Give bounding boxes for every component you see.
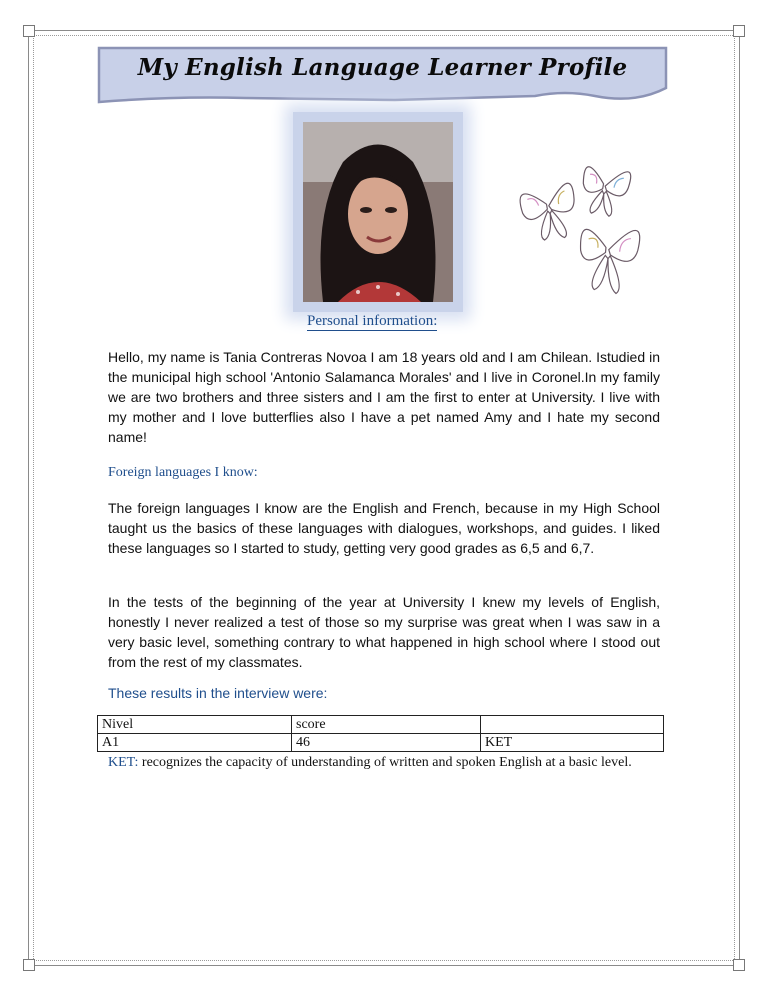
table-header-cell bbox=[481, 716, 664, 734]
table-row bbox=[98, 734, 664, 752]
corner-ornament bbox=[23, 25, 35, 37]
ket-term: KET: bbox=[108, 755, 139, 770]
table-header-cell: Nivel bbox=[98, 716, 292, 734]
profile-photo bbox=[293, 112, 463, 312]
table-header-cell: score bbox=[292, 716, 481, 734]
foreign-languages-text-2: In the tests of the beginning of the year at University I knew my levels of English, honestly I never realized a test of those so my surprise was great when I was saw in a very basic level, something contrary to what happened in high school where I stood out from the rest of my classmates. bbox=[108, 594, 660, 670]
results-heading: These results in the interview were: bbox=[108, 685, 328, 701]
table-header-row bbox=[98, 716, 664, 734]
foreign-languages-text-1: The foreign languages I know are the English and French, because in my High School taught us the basics of these languages with dialogues, workshops, and guides. I liked these languages so I started to study, getting very good grades as 6,5 and 6,7. bbox=[108, 500, 660, 556]
corner-ornament bbox=[23, 959, 35, 971]
ket-description: recognizes the capacity of understanding of written and spoken English at a basic level. bbox=[138, 755, 632, 770]
corner-ornament bbox=[733, 25, 745, 37]
personal-info-heading: Personal information: bbox=[307, 313, 438, 329]
corner-ornament bbox=[733, 959, 745, 971]
butterflies-icon bbox=[500, 145, 675, 305]
ket-note bbox=[108, 752, 664, 774]
table-cell-exam: KET bbox=[481, 734, 664, 752]
results-table bbox=[97, 715, 664, 752]
foreign-languages-heading: Foreign languages I know: bbox=[108, 465, 258, 480]
table-cell-level: A1 bbox=[98, 734, 292, 752]
personal-info-text: Hello, my name is Tania Contreras Novoa I am 18 years old and I am Chilean. Istudied in the municipal high school 'Antonio Salamanca Morales' and I live in Coronel.In my family we are two brothers and three sisters and I am the first to enter at University. I live with my mother and I love butterflies also I have a pet named Amy and I hate my second name! bbox=[108, 349, 660, 445]
page-title: My English Language Learner Profile bbox=[137, 54, 628, 81]
table-cell-score: 46 bbox=[292, 734, 481, 752]
